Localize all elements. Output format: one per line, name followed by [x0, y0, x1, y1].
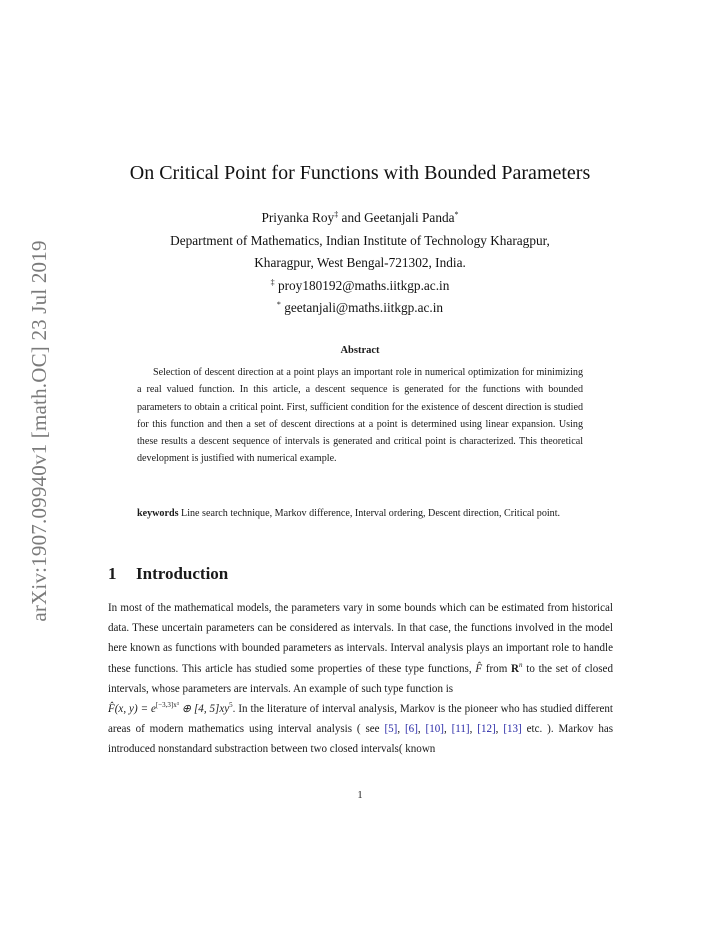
author-email: proy180192@maths.iitkgp.ac.in	[277, 277, 450, 293]
intro-text: In most of the mathematical models, the parameters vary in some bounds which can be estimated from historical data. These uncertain parameters can be considered as intervals. In that case, the functions involved in the model here known as functions with bounded parameters as intervals. Interval analysis plays an important role to handle these functions. This article has studied some properties of these type functions,	[108, 602, 613, 675]
author-email: geetanjali@maths.iitkgp.ac.in	[284, 300, 444, 315]
author-line	[100, 207, 620, 230]
citation-link[interactable]: [12]	[477, 723, 496, 736]
affiliation-line: Kharagpur, West Bengal-721302, India.	[254, 255, 466, 270]
author-footnote-mark: *	[454, 210, 459, 219]
author-footnote-mark: ‡	[334, 210, 339, 219]
email-footnote-mark: *	[276, 300, 281, 309]
author-email-line	[100, 297, 620, 320]
math-superscript: n	[519, 660, 523, 669]
equation-lhs: F̂(x, y) = e	[108, 703, 156, 716]
email-footnote-mark: ‡	[270, 277, 275, 287]
author-name: Priyanka Roy	[261, 210, 335, 225]
introduction-paragraph: In most of the mathematical models, the parameters vary in some bounds which can be estimated from historical data. These uncertain parameters can be considered as intervals. In that case, the functions involved in the model here known as functions with bounded parameters as intervals. Interval analysis plays an important role to handle these functions. This article has studied some properties of these type functions, F̂ from $R^n$ to the set of closed intervals, whose parameters are intervals. An example of such type function is F̂(x, $y) = e^{[-3,3]x^3}$ ⊕ [4, $5]xy^5$. In the literature of interval analysis, Markov is the pioneer who has studied different areas of modern mathematics using interval analysis ( see [5], [6], [10], [11], [12], [13] etc. ). Markov has introduced nonstandard substraction between two closed intervals( known	[108, 602, 614, 756]
paper-title: On Critical Point for Functions with Bounded Parameters	[129, 162, 591, 184]
page-number: 1	[357, 790, 363, 801]
math-symbol: R	[511, 662, 520, 675]
equation-rhs: ⊕ [4, 5]xy	[178, 703, 230, 716]
citation-link[interactable]: [13]	[503, 723, 522, 736]
author-block	[100, 207, 620, 320]
abstract-heading: Abstract	[340, 345, 380, 356]
intro-text: . In the literature of interval analysis, Markov is the pioneer who has studied different areas of modern mathematics using interval analysis ( see	[108, 703, 613, 736]
keywords-label: keywords	[137, 508, 179, 519]
affiliation-line: Department of Mathematics, Indian Institute of Technology Kharagpur,	[170, 232, 550, 248]
equation-exponent: [−3,3]x³	[155, 701, 179, 710]
author-email-line	[100, 275, 620, 298]
keywords-text: Line search technique, Markov difference, Interval ordering, Descent direction, Critical point.	[181, 508, 561, 519]
section-heading	[108, 564, 228, 584]
equation-power: 5	[229, 701, 233, 710]
section-number: 1	[108, 564, 117, 583]
author-conjunction: and	[341, 210, 361, 225]
citation-link[interactable]: [11]	[451, 723, 470, 736]
citation-link[interactable]: [6]	[405, 723, 418, 736]
citation-link[interactable]: [5]	[384, 723, 398, 736]
arxiv-identifier-stamp: arXiv:1907.09940v1 [math.OC] 23 Jul 2019	[27, 240, 51, 622]
intro-text: etc. ). Markov has introduced nonstandard substraction between two closed intervals( known	[108, 723, 614, 756]
intro-text: to the set of closed intervals, whose parameters are intervals. An example of such type function is	[108, 662, 613, 695]
keywords-paragraph	[137, 505, 583, 522]
citation-link[interactable]: [10]	[425, 723, 444, 736]
author-name: Geetanjali Panda	[364, 210, 455, 225]
math-symbol: F̂	[475, 662, 483, 675]
section-title-text: Introduction	[136, 564, 229, 583]
intro-text: from	[485, 662, 508, 675]
abstract-text: Selection of descent direction at a point plays an important role in numerical optimization for minimizing a real valued function. In this article, a descent sequence is generated for the functions with bounded parameters to obtain a critical point. First, sufficient condition for the existence of descent direction is studied for this function and then a set of descent directions at a point is determined using linear expansion. Using these results a descent sequence of intervals is generated and critical point is characterized. This theoretical development is justified with numerical example.	[137, 367, 583, 465]
